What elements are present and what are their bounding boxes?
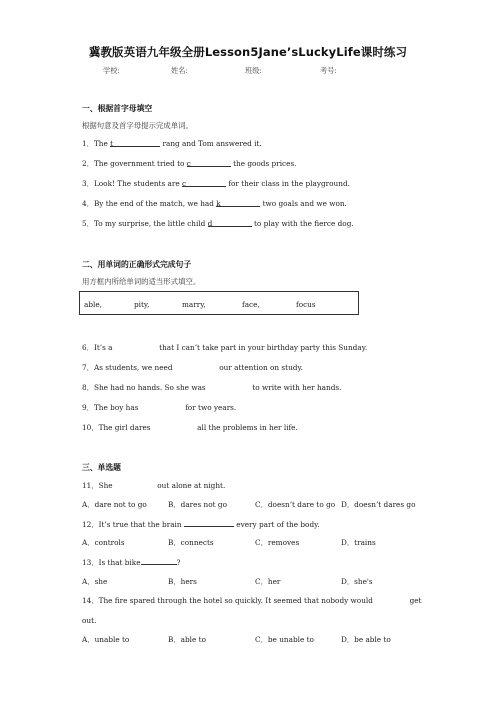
question-10: 10．The girl dares all the problems in her life. (82, 423, 298, 432)
word-bank-item: pity, (134, 300, 150, 309)
option-b[interactable]: B．able to (168, 635, 206, 644)
word-bank-item: focus (296, 300, 316, 309)
answer-blank[interactable] (184, 519, 234, 527)
option-c[interactable]: C．her (255, 577, 281, 586)
section-2-heading: 二、用单词的正确形式完成句子 (82, 260, 192, 269)
name-label: 姓名: (171, 66, 188, 75)
section-1-instruction: 根据句意及首字母提示完成单词。 (82, 121, 193, 130)
school-label: 学校: (103, 66, 120, 75)
answer-blank[interactable] (175, 363, 217, 370)
option-d[interactable]: D．be able to (341, 635, 391, 644)
question-14: 14．The fire spared through the hotel so quickly. It seemed that nobody would get (82, 596, 422, 605)
question-14-continued: out. (82, 616, 97, 625)
word-bank-item: able, (84, 300, 102, 309)
class-label: 班级: (245, 66, 262, 75)
answer-blank[interactable]: c (187, 159, 231, 167)
option-c[interactable]: C．removes (255, 538, 300, 547)
answer-blank[interactable] (375, 596, 407, 603)
question-9: 9．The boy has for two years. (82, 403, 237, 412)
option-c[interactable]: C．be unable to (255, 635, 314, 644)
answer-blank[interactable] (115, 481, 155, 488)
question-6: 6．It’s a that I can’t take part in your birthday party this Sunday. (82, 343, 368, 352)
word-bank-box (79, 291, 359, 315)
answer-blank[interactable]: t (110, 139, 160, 147)
number-label: 考号: (320, 66, 337, 75)
answer-blank[interactable] (208, 383, 250, 390)
answer-blank[interactable] (153, 423, 195, 430)
section-1-heading: 一、根据首字母填空 (82, 104, 153, 113)
option-a[interactable]: A．unable to (82, 635, 130, 644)
answer-blank[interactable] (115, 343, 157, 350)
section-3-heading: 三、单选题 (82, 463, 121, 472)
option-b[interactable]: B．hers (168, 577, 197, 586)
option-d[interactable]: D．trains (341, 538, 376, 547)
answer-blank[interactable]: c (182, 179, 226, 187)
question-4: 4．By the end of the match, we had k two goals and we won. (82, 199, 347, 208)
question-3: 3．Look! The students are c for their class in the playground. (82, 179, 350, 188)
option-a[interactable]: A．controls (82, 538, 125, 547)
option-b[interactable]: B．connects (168, 538, 214, 547)
question-1: 1．The t rang and Tom answered it. (82, 139, 262, 148)
question-2: 2．The government tried to c the goods prices. (82, 159, 297, 168)
question-12: 12．It’s true that the brain every part of the body. (82, 520, 320, 529)
section-2-instruction: 用方框内所给单词的适当形式填空。 (82, 277, 201, 286)
word-bank-item: marry, (182, 300, 206, 309)
answer-blank[interactable]: d (208, 219, 252, 227)
option-a[interactable]: A．dare not to go (82, 500, 147, 509)
question-8: 8．She had no hands. So she was to write with her hands. (82, 383, 342, 392)
worksheet-title: 冀教版英语九年级全册Lesson5Jane’sLuckyLife课时练习 (88, 45, 408, 59)
answer-blank[interactable] (141, 403, 183, 410)
option-a[interactable]: A．she (82, 577, 108, 586)
option-c[interactable]: C．doesn’t dare to go (255, 500, 336, 509)
question-7: 7．As students, we need our attention on study. (82, 363, 303, 372)
answer-blank[interactable] (141, 557, 177, 565)
question-11: 11．She out alone at night. (82, 481, 226, 490)
question-5: 5．To my surprise, the little child d to play with the fierce dog. (82, 219, 354, 228)
answer-blank[interactable]: k (216, 199, 260, 207)
option-d[interactable]: D．she's (341, 577, 373, 586)
option-d[interactable]: D．doesn’t dares go (341, 500, 416, 509)
option-b[interactable]: B．dares not go (168, 500, 227, 509)
question-13: 13．Is that bike ? (82, 558, 181, 567)
word-bank-item: face, (242, 300, 260, 309)
